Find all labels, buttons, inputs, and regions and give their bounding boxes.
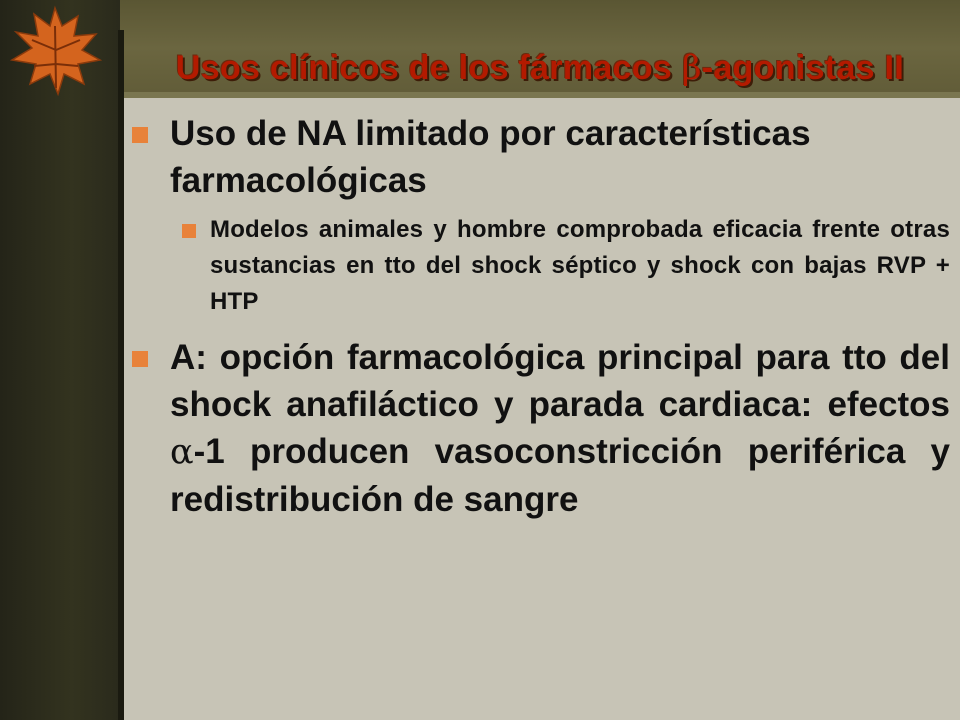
sub-bullet-text: Modelos animales y hombre comprobada eficacia frente otras sustancias en tto del shock séptico y shock con bajas RVP + HTP (210, 216, 950, 315)
bullet-greek-alpha: α (170, 432, 194, 472)
bullet-square-icon (132, 351, 148, 367)
bullet-square-icon (182, 224, 196, 238)
autumn-leaf-icon (0, 0, 110, 96)
slide-title (130, 46, 950, 90)
bullet-text: Uso de NA limitado por características farmacológicas (170, 114, 811, 200)
title-suffix: -agonistas II (701, 49, 905, 87)
vertical-divider (118, 30, 124, 720)
title-prefix: Usos clínicos de los fármacos (175, 49, 682, 87)
title-greek-beta: β (681, 48, 702, 88)
banner-shadow (120, 92, 960, 98)
bullet-text (170, 334, 950, 523)
slide-content (130, 110, 950, 523)
bullet-item (130, 334, 950, 523)
sub-bullet-item (130, 212, 950, 320)
left-sidebar-strip (0, 0, 120, 720)
bullet-item (130, 110, 950, 204)
bullet-text-suffix: -1 producen vasoconstricción periférica y redistribución de sangre (170, 432, 950, 519)
bullet-square-icon (132, 127, 148, 143)
bullet-text-prefix: A: opción farmacológica principal para tto del shock anafiláctico y parada cardiaca: efectos (170, 338, 950, 424)
